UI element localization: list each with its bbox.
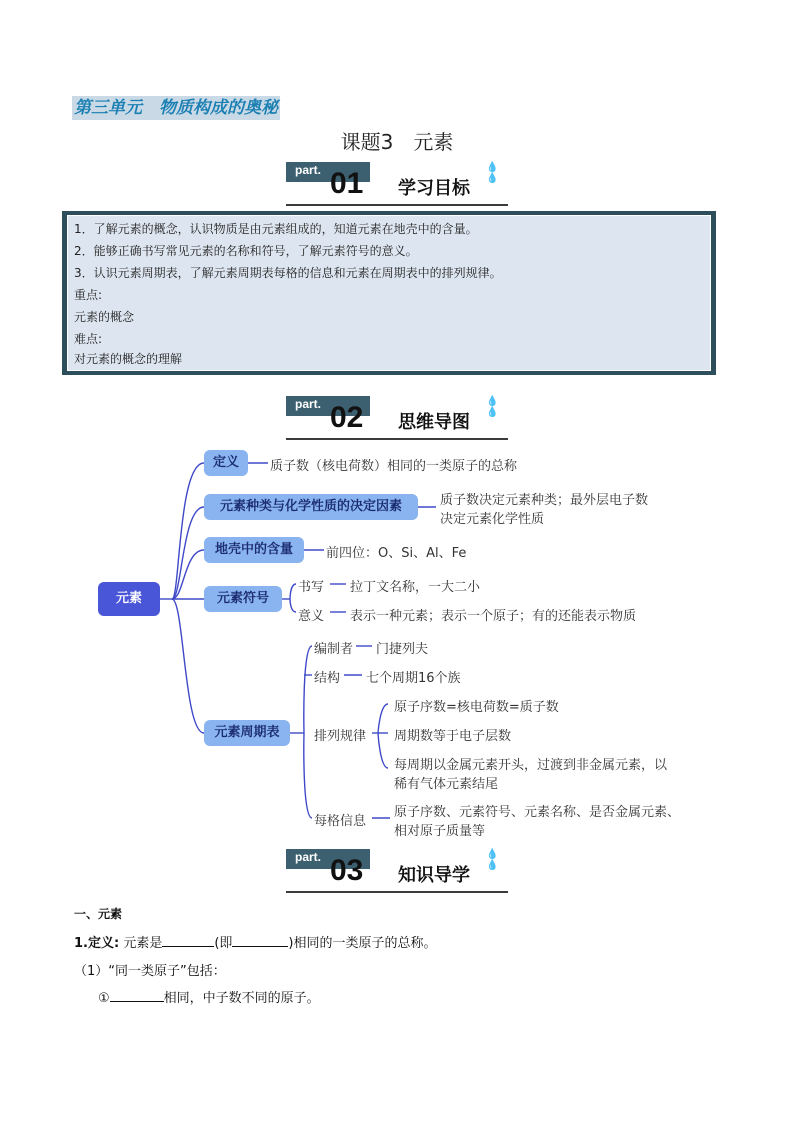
table-structure-text: 七个周期16个族 <box>366 671 461 686</box>
table-cell-label: 每格信息 <box>314 814 367 829</box>
table-cell-text-line2: 相对原子质量等 <box>394 824 486 839</box>
factors-text-line1: 质子数决定元素种类；最外层电子数 <box>440 493 649 508</box>
definition-text: 质子数（核电荷数）相同的一类原子的总称 <box>270 459 518 474</box>
goal-line: 3．认识元素周期表，了解元素周期表每格的信息和元素在周期表中的排列规律。 <box>74 266 502 280</box>
section-heading: 一、元素 <box>74 907 123 921</box>
droplets-icon: 💧💧 <box>486 849 498 871</box>
item-1: （1）“同一类原子”包括： <box>74 964 226 979</box>
difficulty-label: 难点: <box>74 332 103 346</box>
table-author-label: 编制者 <box>314 642 354 657</box>
part-title: 知识导学 <box>398 865 470 886</box>
fill-blank[interactable] <box>110 989 164 1002</box>
symbol-meaning-text: 表示一种元素；表示一个原子；有的还能表示物质 <box>350 609 637 624</box>
symbol-meaning-label: 意义 <box>298 609 325 624</box>
part-number: 03 <box>330 854 364 887</box>
part-tag: part. <box>295 163 322 177</box>
part-title: 学习目标 <box>398 178 470 199</box>
droplets-icon: 💧💧 <box>486 162 498 184</box>
node-crust-content: 地壳中的含量 <box>204 537 304 563</box>
table-order-label: 排列规律 <box>314 729 367 744</box>
definition-line <box>74 932 437 951</box>
node-factors: 元素种类与化学性质的决定因素 <box>204 494 418 520</box>
key-point-text: 元素的概念 <box>74 310 135 324</box>
node-symbol: 元素符号 <box>204 586 282 612</box>
definition-part-a: 元素是 <box>123 936 163 951</box>
node-definition: 定义 <box>204 450 248 476</box>
table-cell-text-line1: 原子序数、元素符号、元素名称、是否金属元素、 <box>394 805 681 820</box>
item-1-a <box>98 987 320 1006</box>
definition-part-b: (即 <box>214 936 233 951</box>
droplets-icon: 💧💧 <box>486 396 498 418</box>
node-periodic-table: 元素周期表 <box>204 720 290 746</box>
unit-title: 第三单元 物质构成的奥秘 <box>74 98 278 118</box>
crust-text: 前四位：O、Si、Al、Fe <box>326 546 467 561</box>
goal-line: 1．了解元素的概念，认识物质是由元素组成的，知道元素在地壳中的含量。 <box>74 222 478 236</box>
item-1-a-prefix: ① <box>98 991 110 1006</box>
part-tag: part. <box>295 397 322 411</box>
fill-blank[interactable] <box>162 934 214 947</box>
goal-line: 2．能够正确书写常见元素的名称和符号，了解元素符号的意义。 <box>74 244 418 258</box>
order-item: 原子序数=核电荷数=质子数 <box>394 700 559 715</box>
key-point-label: 重点: <box>74 288 103 302</box>
part-title: 思维导图 <box>398 412 470 433</box>
table-author-text: 门捷列夫 <box>376 642 429 657</box>
mindmap-root: 元素 <box>98 582 160 616</box>
item-1-a-suffix: 相同，中子数不同的原子。 <box>163 991 320 1006</box>
symbol-write-label: 书写 <box>298 580 325 595</box>
part-number: 02 <box>330 401 364 434</box>
order-item: 稀有气体元素结尾 <box>394 777 499 792</box>
definition-part-c: )相同的一类原子的总称。 <box>288 936 437 951</box>
part-03-banner <box>286 849 508 893</box>
symbol-write-text: 拉丁文名称，一大二小 <box>350 580 481 595</box>
lesson-title: 课题3 元素 <box>340 130 454 154</box>
fill-blank[interactable] <box>232 934 288 947</box>
part-tag: part. <box>295 850 322 864</box>
definition-prefix: 1.定义: <box>74 936 120 951</box>
table-structure-label: 结构 <box>314 671 341 686</box>
order-item: 每周期以金属元素开头，过渡到非金属元素，以 <box>394 758 668 773</box>
difficulty-text: 对元素的概念的理解 <box>74 352 183 366</box>
order-item: 周期数等于电子层数 <box>394 729 512 744</box>
factors-text-line2: 决定元素化学性质 <box>440 512 545 527</box>
part-number: 01 <box>330 167 364 200</box>
